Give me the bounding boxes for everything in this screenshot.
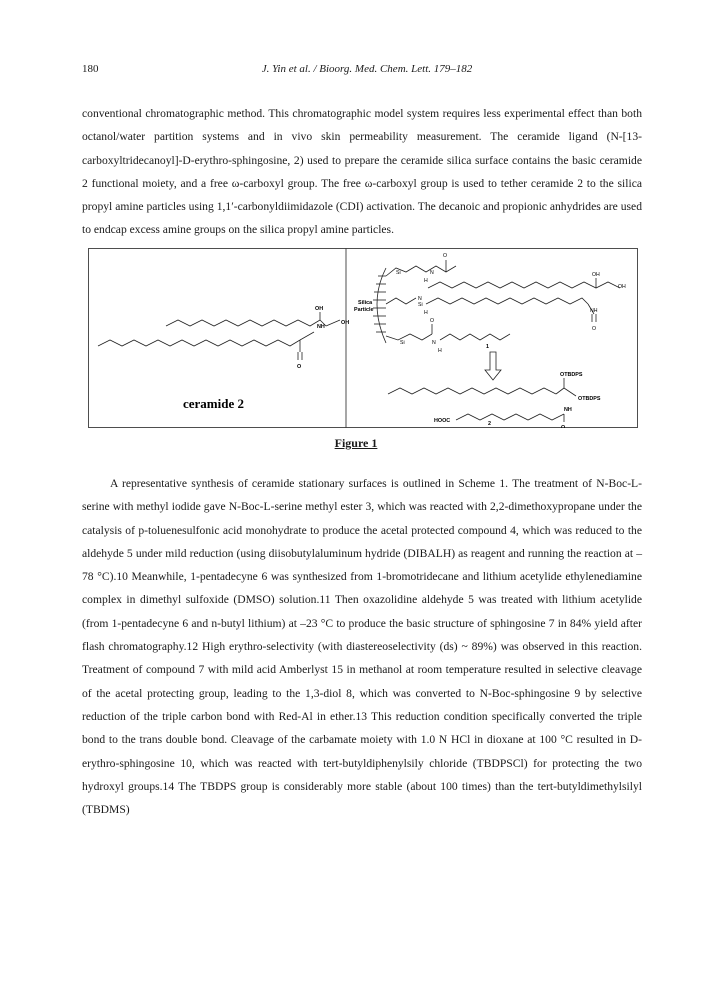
ceramide-upper-chain — [166, 320, 320, 326]
ceramide-o-label: O — [297, 364, 302, 370]
compound-2-upper-chain — [388, 388, 556, 394]
paragraph-intro-text: conventional chromatographic method. This chromatographic model system requires less experimental effect than both octanol/water partition systems and in vivo skin permeability measurement. The ceramide ligand (N-[13-carboxyltridecanoyl]-D-erythro-sphingosine, 2) used to prepare the ceramide silica surface contains the basic ceramide 2 functional moiety, and a free ω-carboxyl group. The free ω-carboxyl group is used to tether ceramide 2 to the silica propyl amine particles using 1,1′-carbonyldiimidazole (CDI) activation. The decanoic and propionic anhydrides are used to endcap excess amine groups on the silica propyl amine particles. — [82, 107, 642, 237]
silica-label: Silica — [358, 300, 373, 306]
o-label-top: O — [443, 253, 448, 259]
compound-2-lower-chain — [456, 414, 564, 420]
nh-label-particle: NH — [590, 308, 598, 314]
compound-1-number: 1 — [486, 344, 489, 350]
compound-2-number: 2 — [488, 421, 491, 427]
running-header — [82, 63, 652, 79]
ceramide-lower-chain — [98, 340, 300, 346]
n-label-top: N — [430, 270, 434, 276]
particle-label: Particle — [354, 307, 374, 313]
oh2-label-particle: OH — [618, 284, 626, 290]
ceramide-oh2-label: OH — [341, 320, 350, 326]
h-label-bottom: H — [438, 348, 442, 354]
page-number: 180 — [82, 63, 99, 75]
figure-caption — [0, 436, 712, 451]
ceramide-2-label: ceramide 2 — [183, 396, 245, 411]
figure-1 — [88, 248, 638, 428]
figure-caption-text: Figure 1 — [334, 436, 378, 450]
o-label-middle: O — [592, 326, 597, 332]
o-label-bottom: O — [430, 318, 435, 324]
si-label-middle: Si — [418, 302, 423, 308]
paragraph-intro — [82, 102, 642, 242]
ceramide-oh-label: OH — [315, 306, 324, 312]
si-label-top: Si — [396, 270, 401, 276]
n-label-middle: N — [418, 296, 422, 302]
oh-label-particle: OH — [592, 272, 600, 278]
figure-1-drawing — [88, 248, 638, 428]
figure-frame — [89, 249, 638, 428]
paragraph-synthesis — [82, 472, 642, 821]
nh-label-compound-2: NH — [564, 407, 572, 413]
reaction-arrow — [485, 352, 501, 380]
h-label-top: H — [424, 278, 428, 284]
hooc-label: HOOC — [434, 418, 451, 424]
o-label-compound-2: O — [561, 425, 566, 428]
ceramide-nh-label: NH — [317, 324, 325, 330]
si-label-bottom: Si — [400, 340, 405, 346]
n-label-bottom: N — [432, 340, 436, 346]
running-title: J. Yin et al. / Bioorg. Med. Chem. Lett. 179–182 — [261, 63, 473, 75]
otbdps-label-side: OTBDPS — [578, 396, 601, 402]
paragraph-synthesis-text: A representative synthesis of ceramide stationary surfaces is outlined in Scheme 1. The treatment of N-Boc-L-serine with methyl iodide gave N-Boc-L-serine methyl ester 3, which was reacted with 2,2-dimethoxypropane under the catalysis of p-toluenesulfonic acid monohydrate to produce the acetal protected compound 4, which was reduced to the aldehyde 5 under mild reduction (using diisobutylaluminum hydride (DIBALH) as reagent and running the reaction at –78 °C).10 Meanwhile, 1-pentadecyne 6 was synthesized from 1-bromotridecane and lithium acetylide ethylenediamine complex in dimethyl sulfoxide (DMSO) solution.11 Then oxazolidine aldehyde 5 was treated with lithium acetylide (from 1-pentadecyne 6 and n-butyl lithium) at –23 °C to produce the basic structure of sphingosine 7 in 84% yield after flash chromatography.12 High erythro-selectivity (with diastereoselectivity (ds) ~ 89%) was observed in this reaction. Treatment of compound 7 with mild acid Amberlyst 15 in methanol at room temperature resulted in selective cleavage of the acetal protecting group, leading to the 1,3-diol 8, which was converted to N-Boc-sphingosine 9 by selective reduction of the triple carbon bond with Red-Al in ether.13 This reduction condition specifically converted the triple bond to the trans double bond. Cleavage of the carbamate moiety with 1.0 N HCl in dioxane at 100 °C resulted in D-erythro-sphingosine 10, which was reacted with tert-butyldiphenylsily chloride (TBDPSCl) for protecting the two hydroxyl groups.14 The TBDPS group is considerably more stable (about 100 times) than the tert-butyldimethylsilyl (TBDMS) — [82, 477, 642, 817]
h-label-middle: H — [424, 310, 428, 316]
otbdps-label-top: OTBDPS — [560, 372, 583, 378]
